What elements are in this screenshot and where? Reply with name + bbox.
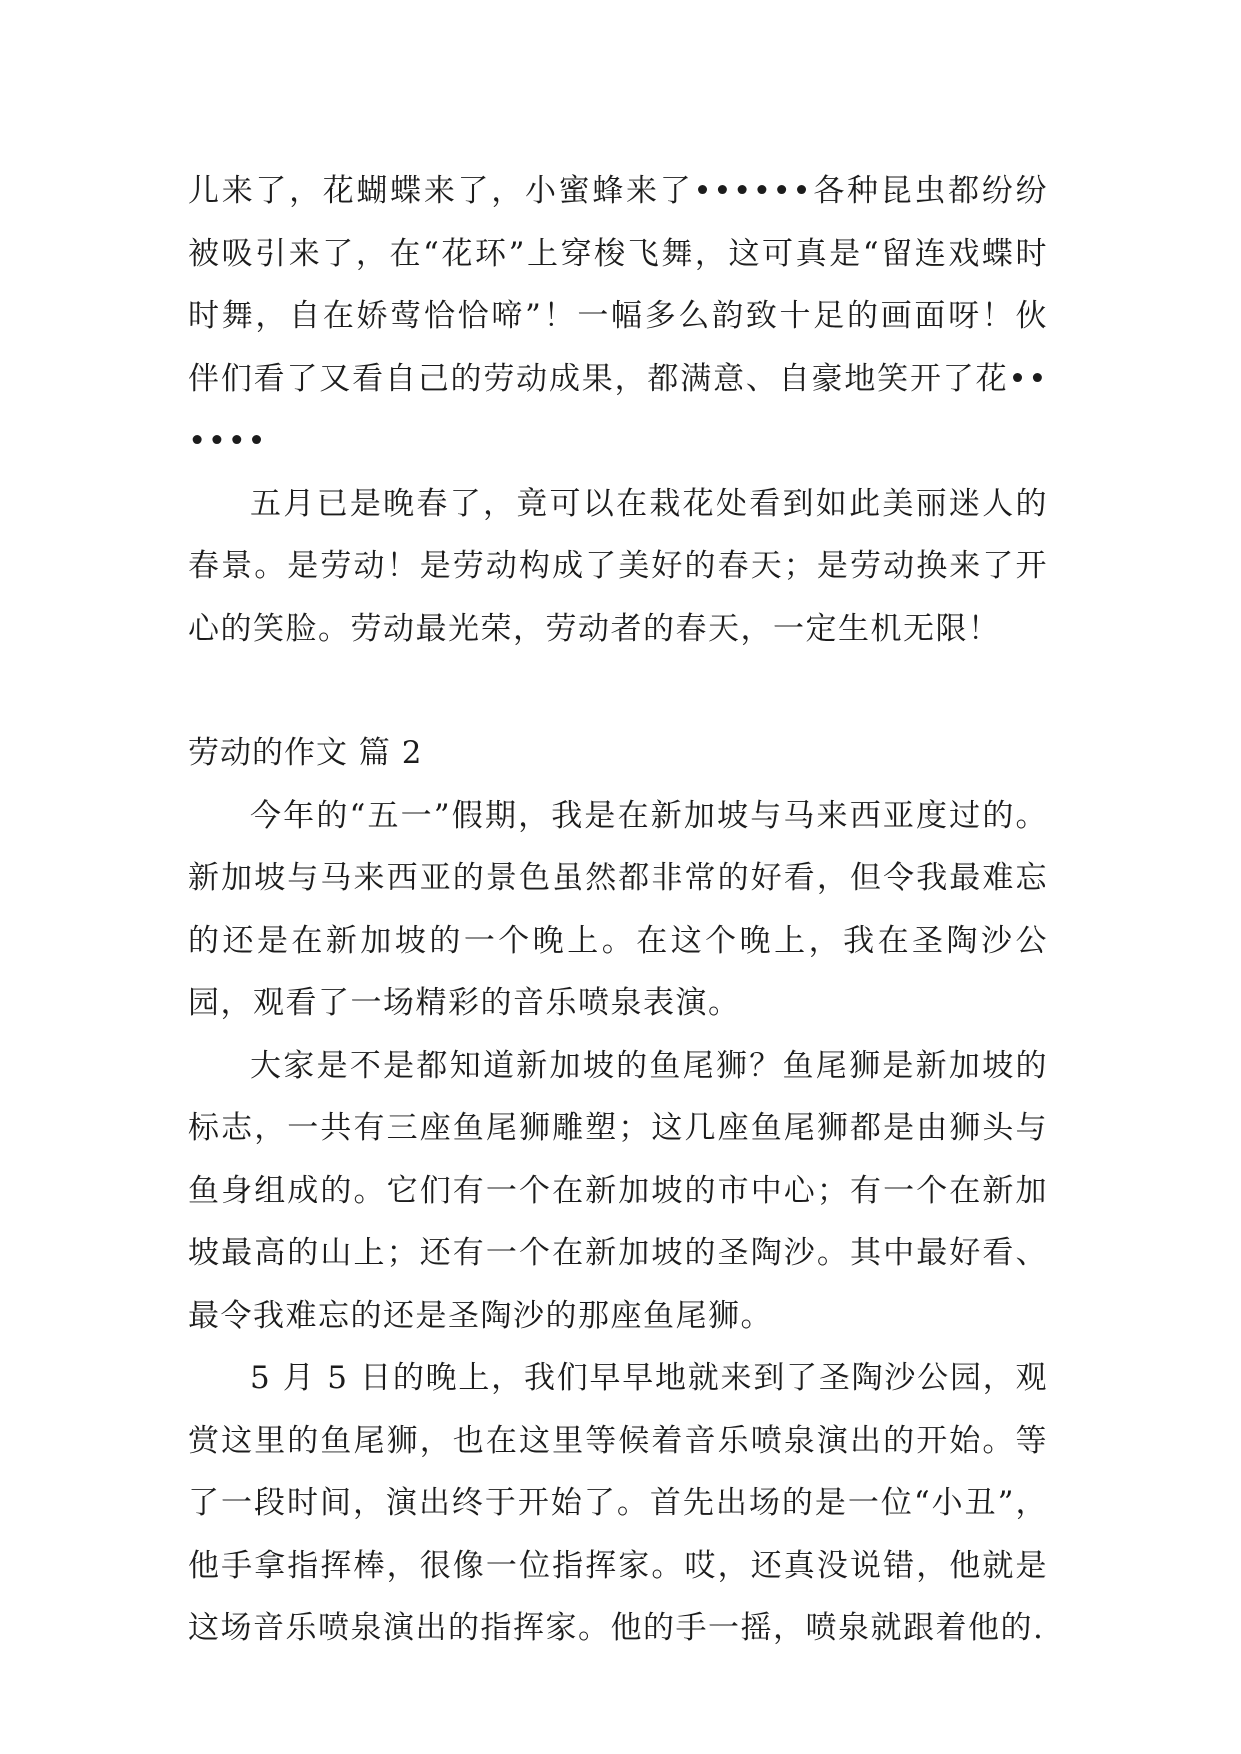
paragraph: 五月已是晚春了，竟可以在栽花处看到如此美丽迷人的春景。是劳动！是劳动构成了美好的春天；是劳动换来了开心的笑脸。劳动最光荣，劳动者的春天，一定生机无限！ — [188, 485, 1048, 647]
paragraph: 今年的“五一”假期，我是在新加坡与马来西亚度过的。新加坡与马来西亚的景色虽然都非常的好看，但令我最难忘的还是在新加坡的一个晚上。在这个晚上，我在圣陶沙公园，观看了一场精彩的音乐喷泉表演。 — [188, 797, 1048, 1021]
document-body — [188, 160, 1048, 1660]
section-gap — [188, 660, 1048, 722]
paragraph: 5 月 5 日的晚上，我们早早地就来到了圣陶沙公园，观赏这里的鱼尾狮，也在这里等候着音乐喷泉演出的开始。等了一段时间，演出终于开始了。首先出场的是一位“小丑”，他手拿指挥棒，很像一位指挥家。哎，还真没说错，他就是这场音乐喷泉演出的指挥家。他的手一摇，喷泉就跟着他的. — [188, 1360, 1048, 1646]
essay-heading: 劳动的作文 篇 2 — [188, 735, 423, 771]
paragraph-continued: 儿来了，花蝴蝶来了，小蜜蜂来了••••••各种昆虫都纷纷被吸引来了，在“花环”上穿梭飞舞，这可真是“留连戏蝶时时舞，自在娇莺恰恰啼”！一幅多么韵致十足的画面呀！伙伴们看了又看自己的劳动成果，都满意、自豪地笑开了花•••••• — [188, 173, 1048, 459]
paragraph: 大家是不是都知道新加坡的鱼尾狮？鱼尾狮是新加坡的标志，一共有三座鱼尾狮雕塑；这几座鱼尾狮都是由狮头与鱼身组成的。它们有一个在新加坡的市中心；有一个在新加坡最高的山上；还有一个在新加坡的圣陶沙。其中最好看、最令我难忘的还是圣陶沙的那座鱼尾狮。 — [188, 1047, 1048, 1334]
